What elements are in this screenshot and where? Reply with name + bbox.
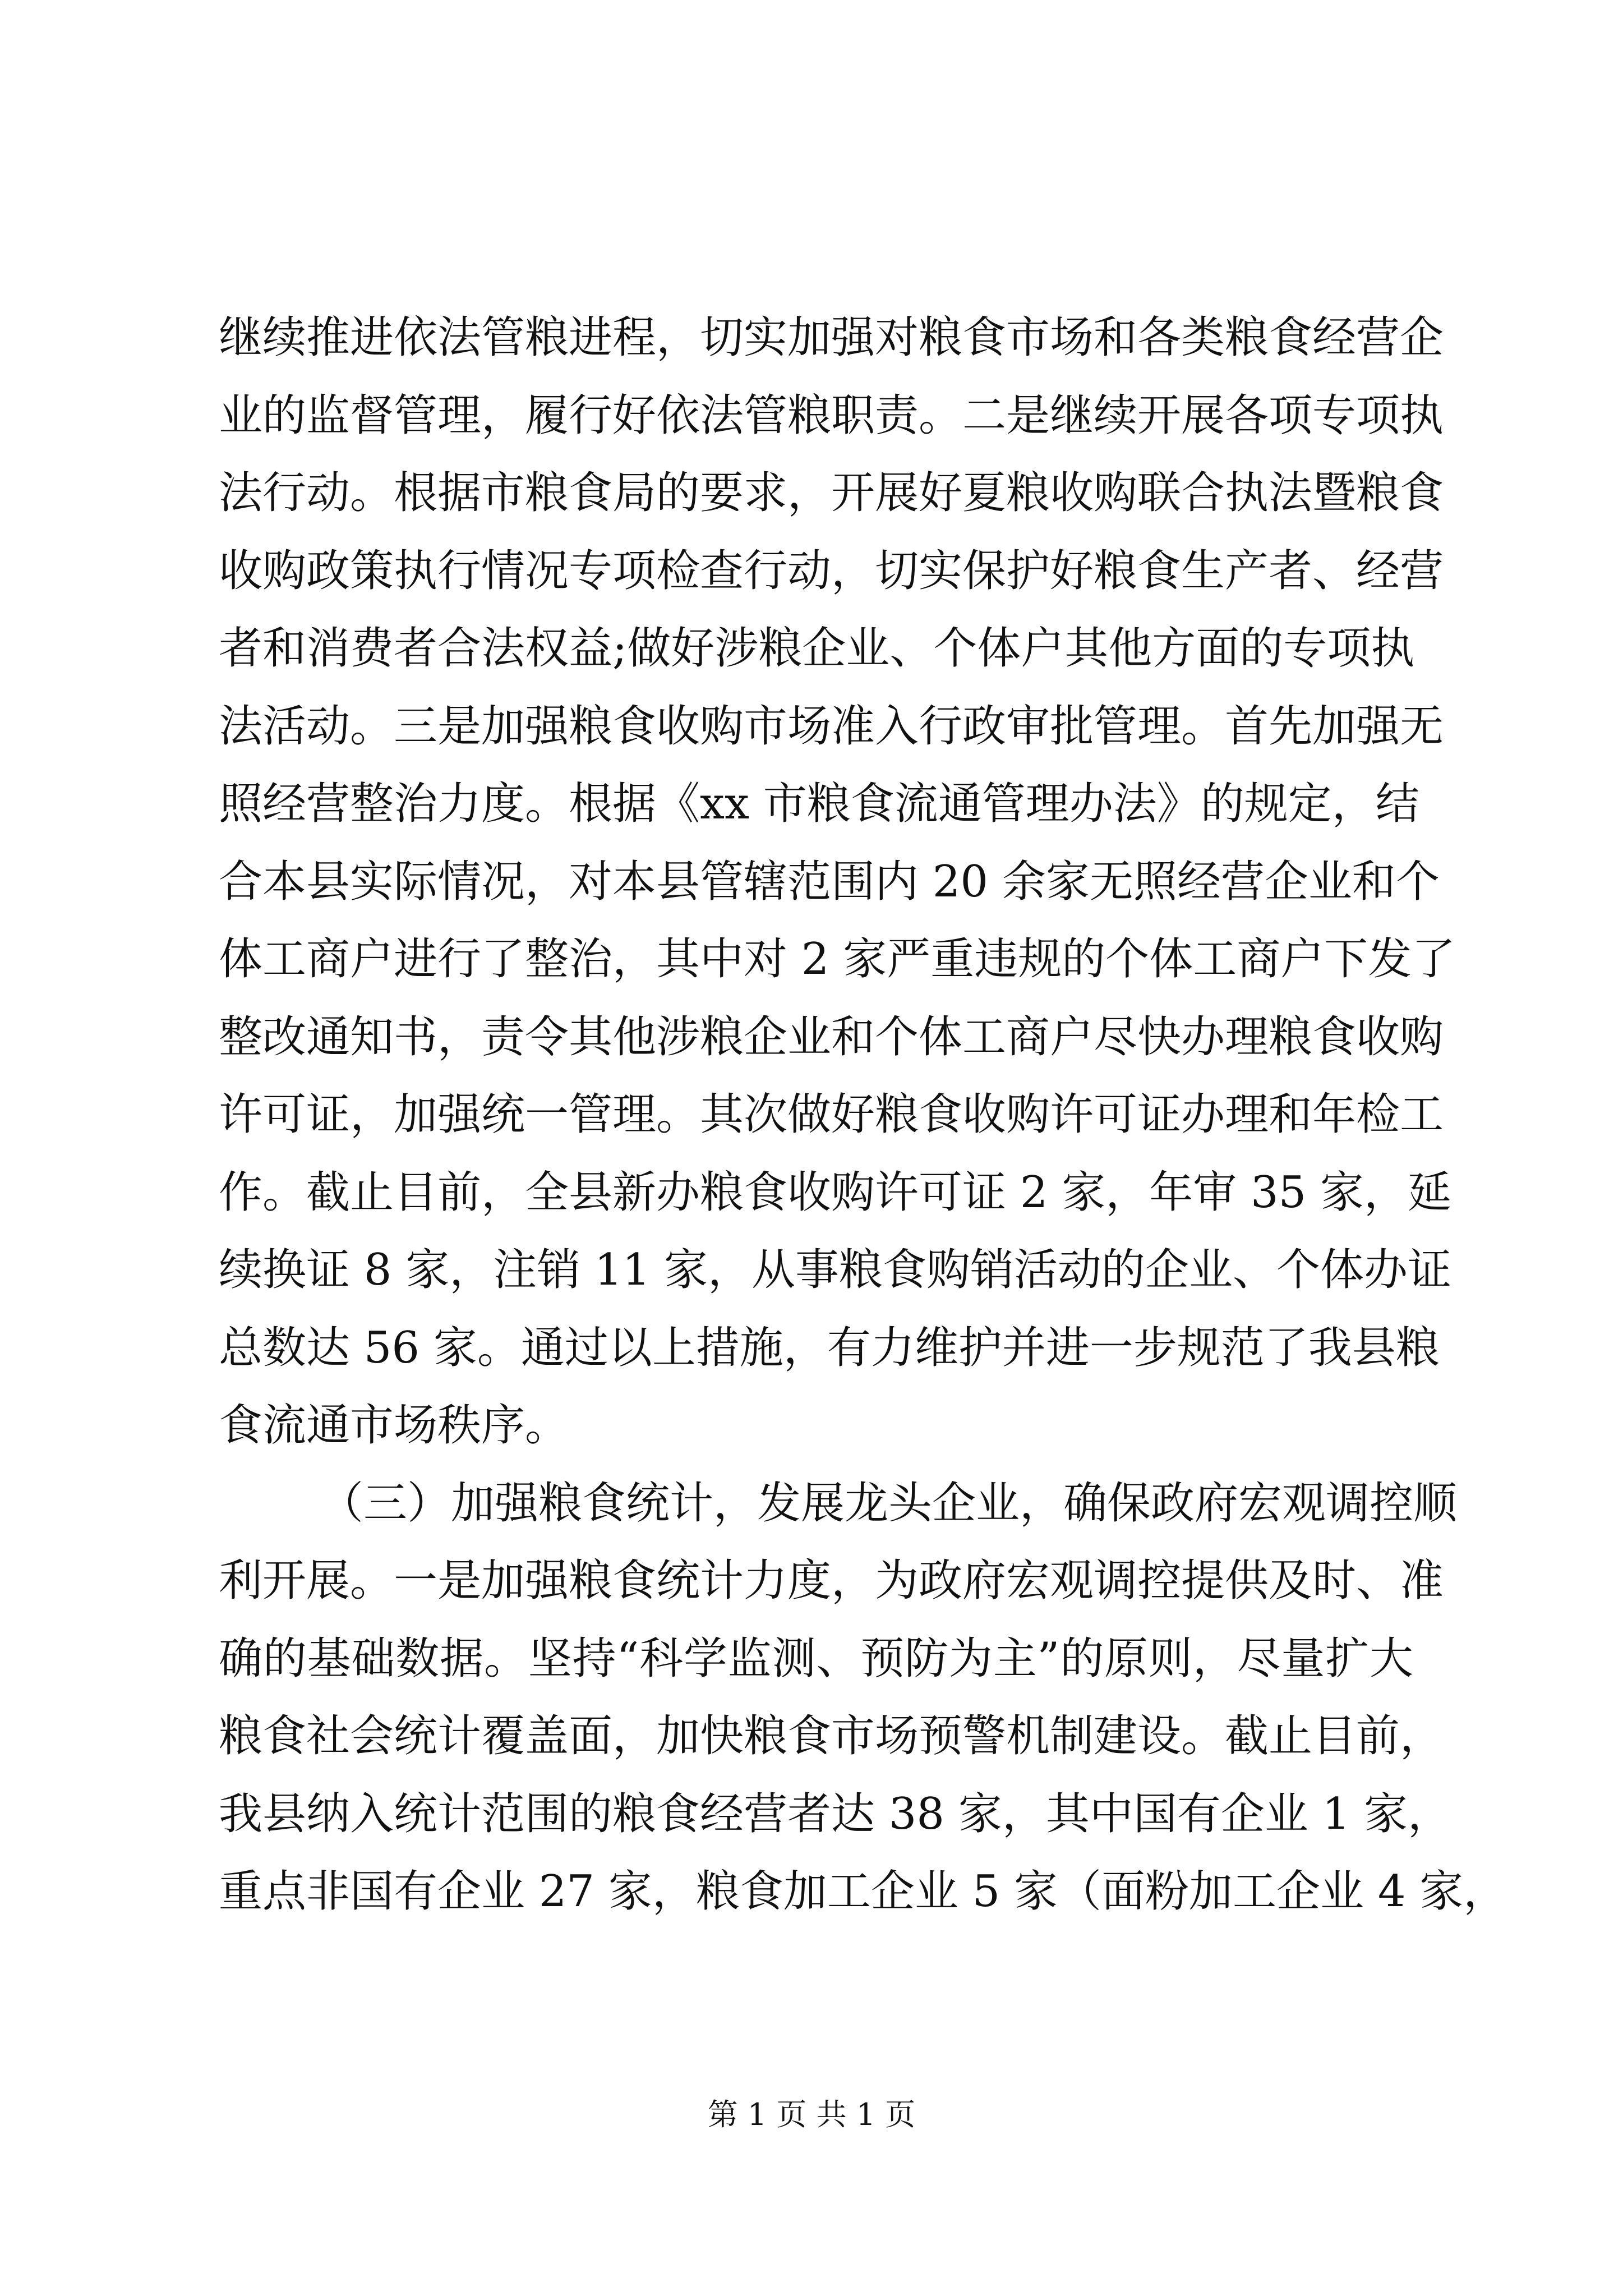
text-line: 整改通知书，责令其他涉粮企业和个体工商户尽快办理粮食收购 bbox=[219, 1011, 1444, 1062]
text-line: 续换证 8 家，注销 11 家，从事粮食购销活动的企业、个体办证 bbox=[219, 1245, 1452, 1295]
text-line: 重点非国有企业 27 家，粮食加工企业 5 家（面粉加工企业 4 家， bbox=[219, 1866, 1507, 1917]
section-heading-line: （三）加强粮食统计，发展龙头企业，确保政府宏观调控顺 bbox=[320, 1478, 1458, 1529]
text-line: 粮食社会统计覆盖面，加快粮食市场预警机制建设。截止目前， bbox=[219, 1711, 1444, 1761]
text-line: 继续推进依法管粮进程，切实加强对粮食市场和各类粮食经营企 bbox=[219, 312, 1444, 363]
text-line: 作。截止目前，全县新办粮食收购许可证 2 家，年审 35 家，延 bbox=[219, 1167, 1452, 1218]
text-line: 法活动。三是加强粮食收购市场准入行政审批管理。首先加强无 bbox=[219, 701, 1444, 752]
document-body bbox=[219, 299, 1507, 1931]
text-line: 照经营整治力度。根据《xx 市粮食流通管理办法》的规定，结 bbox=[219, 779, 1419, 829]
text-line: 食流通市场秩序。 bbox=[219, 1400, 569, 1451]
text-line: 确的基础数据。坚持“科学监测、预防为主”的原则，尽量扩大 bbox=[219, 1633, 1413, 1684]
text-line: 者和消费者合法权益;做好涉粮企业、个体户其他方面的专项执 bbox=[219, 623, 1415, 674]
text-line: 我县纳入统计范围的粮食经营者达 38 家，其中国有企业 1 家， bbox=[219, 1788, 1452, 1839]
page-footer: 第 1 页 共 1 页 bbox=[707, 2097, 916, 2132]
text-line: 法行动。根据市粮食局的要求，开展好夏粮收购联合执法暨粮食 bbox=[219, 468, 1444, 518]
text-line: 业的监督管理，履行好依法管粮职责。二是继续开展各项专项执 bbox=[219, 390, 1444, 441]
text-line: 收购政策执行情况专项检查行动，切实保护好粮食生产者、经营 bbox=[219, 545, 1444, 596]
text-line: 合本县实际情况，对本县管辖范围内 20 余家无照经营企业和个 bbox=[219, 856, 1440, 907]
text-line: 体工商户进行了整治，其中对 2 家严重违规的个体工商户下发了 bbox=[219, 934, 1456, 984]
text-line: 许可证，加强统一管理。其次做好粮食收购许可证办理和年检工 bbox=[219, 1089, 1444, 1140]
text-line: 总数达 56 家。通过以上措施，有力维护并进一步规范了我县粮 bbox=[219, 1322, 1440, 1373]
text-line: 利开展。一是加强粮食统计力度，为政府宏观调控提供及时、准 bbox=[219, 1556, 1444, 1606]
